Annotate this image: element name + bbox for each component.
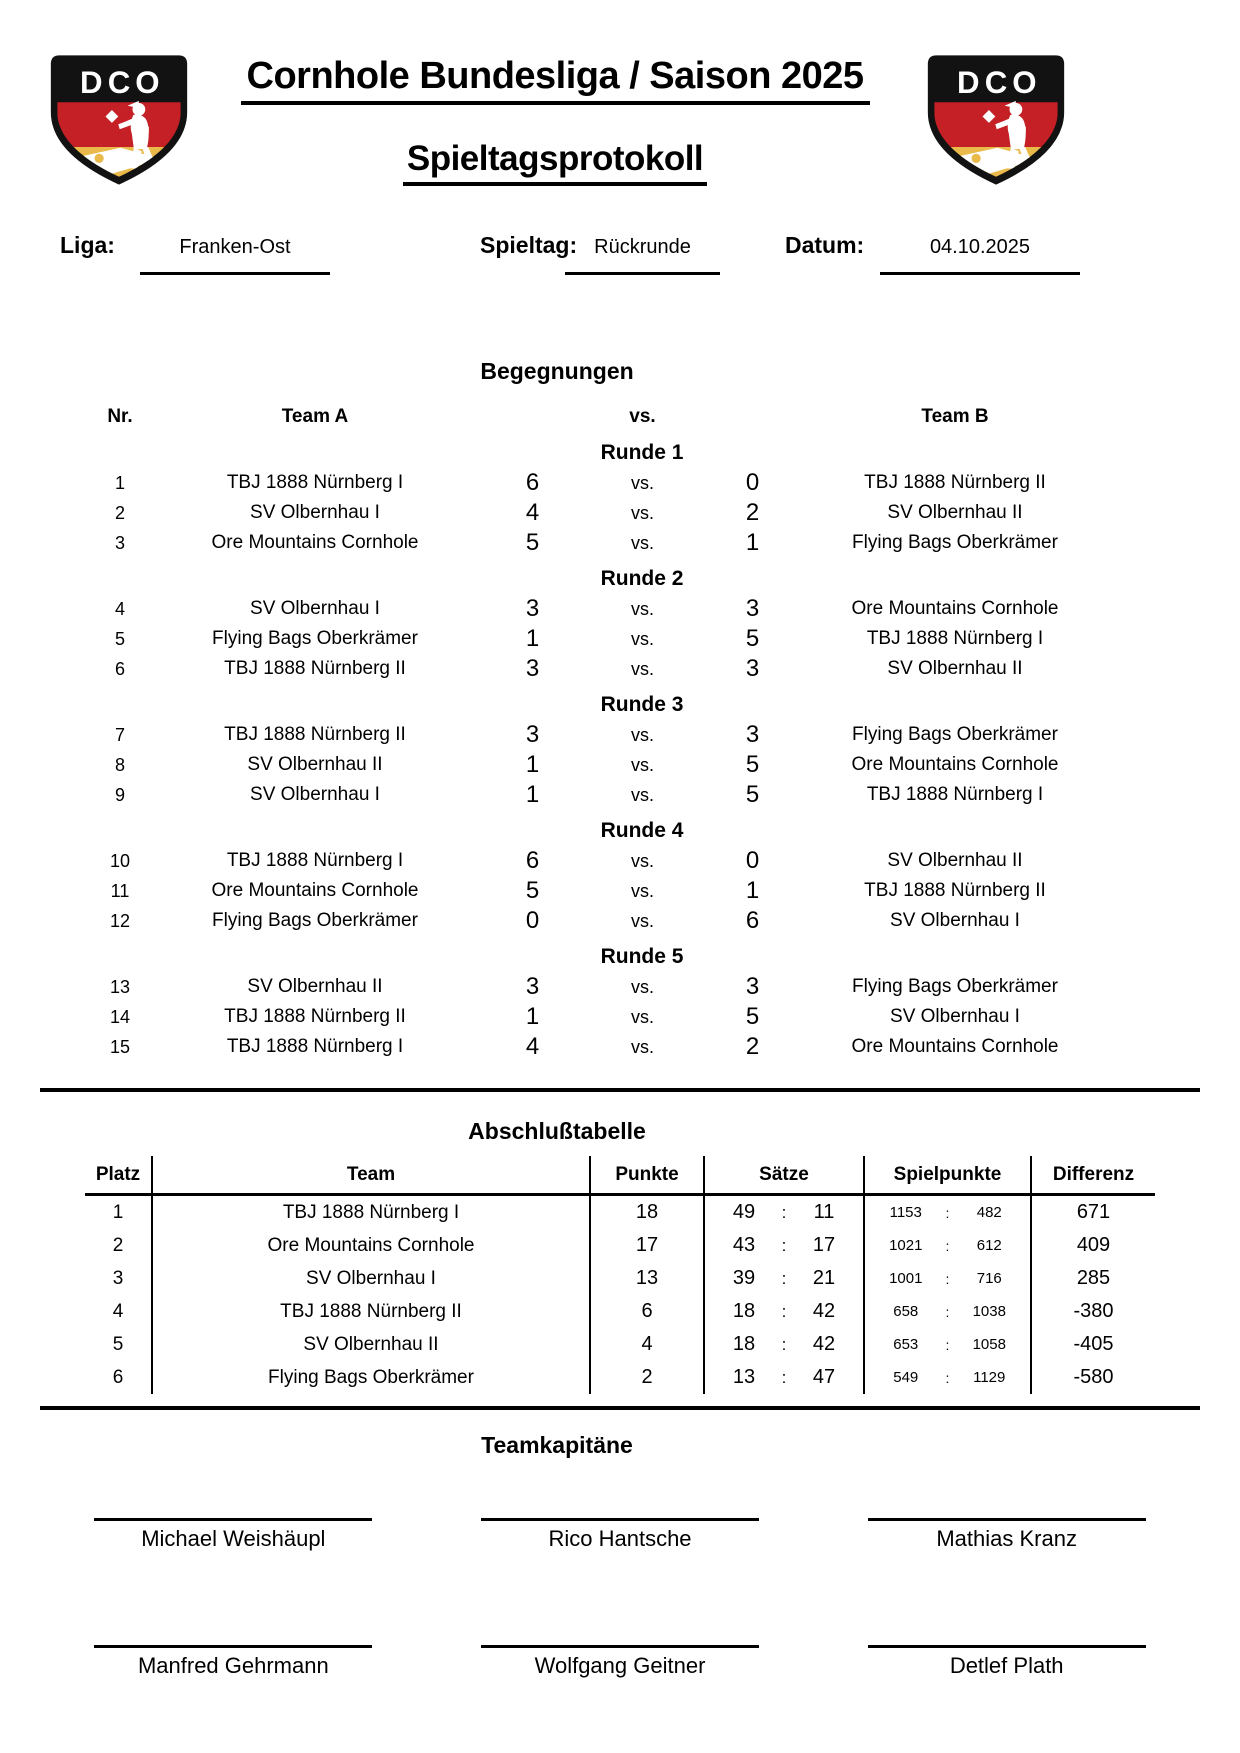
match-vs-label: vs. [630, 724, 654, 745]
captain-name: Wolfgang Geitner [534, 1653, 706, 1678]
spielpunkte-lost: 1129 [973, 1369, 1006, 1386]
match-nr: 10 [109, 850, 131, 871]
table-header-platz: Platz [85, 1156, 153, 1196]
signature-line [481, 1518, 759, 1521]
saetze-won: 39 [732, 1267, 756, 1289]
colon-separator: : [781, 1235, 787, 1255]
standing-platz: 6 [85, 1361, 153, 1394]
round-header: Runde 3 [600, 693, 684, 716]
spielpunkte-won: 549 [893, 1369, 919, 1386]
match-nr: 13 [109, 976, 131, 997]
match-score-a: 3 [525, 973, 540, 1000]
spielpunkte-won: 1153 [889, 1204, 922, 1221]
match-score-b: 5 [745, 781, 760, 808]
captain-name: Rico Hantsche [548, 1526, 692, 1551]
column-header-team-b: Team B [921, 406, 989, 427]
match-vs-label: vs. [630, 502, 654, 523]
standing-platz: 5 [85, 1328, 153, 1361]
standing-punkte: 13 [591, 1262, 705, 1295]
standing-differenz: -405 [1073, 1333, 1114, 1355]
match-team-b: Flying Bags Oberkrämer [852, 976, 1058, 997]
match-vs-label: vs. [630, 976, 654, 997]
signature-line [481, 1645, 759, 1648]
match-score-a: 5 [525, 529, 540, 556]
match-team-b: SV Olbernhau I [890, 1006, 1020, 1027]
spielpunkte-won: 1001 [889, 1270, 923, 1287]
match-score-a: 6 [525, 847, 540, 874]
section-divider [40, 1088, 1200, 1092]
match-score-a: 0 [525, 907, 540, 934]
meta-row [0, 230, 1240, 290]
match-team-a: Ore Mountains Cornhole [211, 532, 419, 553]
colon-separator: : [945, 1237, 950, 1254]
standing-team: TBJ 1888 Nürnberg I [153, 1196, 591, 1229]
standing-team: Flying Bags Oberkrämer [153, 1361, 591, 1394]
colon-separator: : [781, 1301, 787, 1321]
signature-field [813, 1518, 1200, 1552]
saetze-lost: 17 [812, 1234, 836, 1256]
table-header-team: Team [153, 1156, 591, 1196]
match-score-a: 1 [525, 751, 540, 778]
match-nr: 11 [110, 880, 130, 901]
standing-platz: 1 [85, 1196, 153, 1229]
match-team-a: TBJ 1888 Nürnberg II [224, 658, 406, 679]
match-team-b: Flying Bags Oberkrämer [852, 724, 1058, 745]
standing-saetze [705, 1196, 865, 1229]
standing-punkte: 18 [591, 1196, 705, 1229]
signature-row [40, 1645, 1200, 1679]
match-team-b: TBJ 1888 Nürnberg II [864, 880, 1046, 901]
standing-platz: 4 [85, 1295, 153, 1328]
saetze-won: 49 [732, 1201, 756, 1223]
standing-team: Ore Mountains Cornhole [153, 1229, 591, 1262]
colon-separator: : [781, 1367, 787, 1387]
match-nr: 12 [109, 910, 131, 931]
match-team-b: Ore Mountains Cornhole [851, 598, 1059, 619]
signature-line [94, 1645, 372, 1648]
spielpunkte-won: 1021 [889, 1237, 923, 1254]
match-team-a: Flying Bags Oberkrämer [212, 628, 418, 649]
spieltag-label: Spieltag: [480, 232, 578, 258]
match-team-a: SV Olbernhau I [250, 598, 380, 619]
match-nr: 8 [114, 754, 125, 775]
match-team-b: Ore Mountains Cornhole [851, 754, 1059, 775]
match-score-a: 6 [525, 469, 540, 496]
standing-saetze [705, 1229, 865, 1262]
saetze-lost: 47 [812, 1366, 836, 1388]
colon-separator: : [945, 1204, 950, 1221]
colon-separator: : [781, 1268, 787, 1288]
match-nr: 15 [109, 1036, 131, 1057]
match-score-a: 1 [525, 625, 540, 652]
column-header-vs: vs. [629, 406, 656, 427]
match-team-a: SV Olbernhau II [247, 754, 383, 775]
begegnungen-heading: Begegnungen [480, 358, 634, 384]
table-header-saetze: Sätze [705, 1156, 865, 1196]
match-score-a: 3 [525, 655, 540, 682]
colon-separator: : [781, 1202, 787, 1222]
match-nr: 2 [114, 502, 125, 523]
match-vs-label: vs. [630, 754, 654, 775]
colon-separator: : [945, 1336, 950, 1353]
match-score-b: 1 [745, 877, 760, 904]
spielpunkte-lost: 612 [976, 1237, 1002, 1254]
match-score-a: 1 [525, 781, 540, 808]
match-team-a: TBJ 1888 Nürnberg I [226, 472, 404, 493]
saetze-won: 43 [732, 1234, 756, 1256]
match-team-a: SV Olbernhau II [247, 976, 383, 997]
match-vs-label: vs. [630, 472, 654, 493]
captain-name: Mathias Kranz [936, 1526, 1077, 1551]
match-nr: 3 [114, 532, 125, 553]
round-header: Runde 4 [600, 819, 684, 842]
match-score-b: 1 [745, 529, 760, 556]
spielpunkte-lost: 716 [976, 1270, 1002, 1287]
standing-saetze [705, 1328, 865, 1361]
section-divider [40, 1406, 1200, 1410]
captain-name: Michael Weishäupl [141, 1526, 326, 1551]
standing-spielpunkte [865, 1196, 1032, 1229]
match-team-b: Ore Mountains Cornhole [851, 1036, 1059, 1057]
match-score-b: 0 [745, 469, 760, 496]
match-nr: 9 [114, 784, 125, 805]
match-team-b: TBJ 1888 Nürnberg I [866, 628, 1044, 649]
saetze-won: 13 [732, 1366, 756, 1388]
standing-differenz: 671 [1076, 1201, 1111, 1223]
standing-platz: 2 [85, 1229, 153, 1262]
match-team-b: SV Olbernhau II [887, 502, 1023, 523]
standing-spielpunkte [865, 1262, 1032, 1295]
match-score-b: 3 [745, 655, 760, 682]
match-score-a: 5 [525, 877, 540, 904]
standing-saetze [705, 1361, 865, 1394]
standing-saetze [705, 1295, 865, 1328]
match-team-b: SV Olbernhau II [887, 850, 1023, 871]
table-header-differenz: Differenz [1032, 1156, 1155, 1196]
match-vs-label: vs. [630, 532, 654, 553]
table-header-spielpunkte: Spielpunkte [865, 1156, 1032, 1196]
captain-name: Detlef Plath [949, 1653, 1064, 1678]
column-header-nr: Nr. [107, 406, 133, 427]
standing-spielpunkte [865, 1328, 1032, 1361]
match-vs-label: vs. [630, 1006, 654, 1027]
standing-differenz: -580 [1073, 1366, 1114, 1388]
saetze-won: 18 [732, 1300, 756, 1322]
match-team-a: SV Olbernhau I [250, 502, 380, 523]
match-team-b: SV Olbernhau II [887, 658, 1023, 679]
spielpunkte-won: 658 [893, 1303, 919, 1320]
spielpunkte-lost: 1058 [972, 1336, 1006, 1353]
standing-differenz: 285 [1076, 1267, 1111, 1289]
match-team-a: SV Olbernhau I [250, 784, 380, 805]
standing-spielpunkte [865, 1295, 1032, 1328]
match-team-a: TBJ 1888 Nürnberg I [226, 850, 404, 871]
saetze-lost: 42 [812, 1333, 836, 1355]
signature-field [427, 1518, 814, 1552]
column-header-spacer [460, 402, 605, 432]
signature-row [40, 1518, 1200, 1552]
match-vs-label: vs. [630, 658, 654, 679]
signature-field [813, 1645, 1200, 1679]
match-score-a: 1 [525, 1003, 540, 1030]
standing-team: TBJ 1888 Nürnberg II [153, 1295, 591, 1328]
datum-value: 04.10.2025 [880, 236, 1080, 275]
document-subtitle: Spieltagsprotokoll [403, 139, 707, 186]
match-team-b: SV Olbernhau I [890, 910, 1020, 931]
match-score-a: 3 [525, 721, 540, 748]
saetze-won: 18 [732, 1333, 756, 1355]
standing-punkte: 2 [591, 1361, 705, 1394]
match-vs-label: vs. [630, 1036, 654, 1057]
liga-value: Franken-Ost [140, 236, 330, 275]
title-block [0, 55, 1110, 186]
spielpunkte-lost: 482 [976, 1204, 1002, 1221]
signature-field [40, 1518, 427, 1552]
match-team-a: TBJ 1888 Nürnberg I [226, 1036, 404, 1057]
standings-table [85, 1156, 1155, 1394]
match-score-b: 2 [745, 1033, 760, 1060]
standing-spielpunkte [865, 1361, 1032, 1394]
match-score-b: 5 [745, 1003, 760, 1030]
standing-spielpunkte [865, 1229, 1032, 1262]
round-header: Runde 1 [600, 441, 684, 464]
datum-label: Datum: [785, 232, 865, 258]
document-title: Cornhole Bundesliga / Saison 2025 [241, 55, 870, 105]
standing-differenz: -380 [1073, 1300, 1114, 1322]
match-score-a: 4 [525, 1033, 540, 1060]
match-nr: 6 [114, 658, 125, 679]
saetze-lost: 21 [812, 1267, 836, 1289]
spielpunkte-won: 653 [893, 1336, 919, 1353]
match-vs-label: vs. [630, 850, 654, 871]
standing-punkte: 17 [591, 1229, 705, 1262]
match-team-a: Ore Mountains Cornhole [211, 880, 419, 901]
colon-separator: : [945, 1303, 950, 1320]
kapitaene-heading: Teamkapitäne [481, 1432, 633, 1458]
captain-name: Manfred Gehrmann [137, 1653, 329, 1678]
colon-separator: : [945, 1270, 950, 1287]
signature-line [868, 1645, 1146, 1648]
match-vs-label: vs. [630, 910, 654, 931]
column-header-spacer [680, 402, 825, 432]
match-score-b: 5 [745, 751, 760, 778]
colon-separator: : [781, 1334, 787, 1354]
match-vs-label: vs. [630, 598, 654, 619]
match-nr: 4 [114, 598, 125, 619]
match-score-b: 2 [745, 499, 760, 526]
match-team-a: TBJ 1888 Nürnberg II [224, 724, 406, 745]
standing-differenz: 409 [1076, 1234, 1111, 1256]
match-team-b: TBJ 1888 Nürnberg II [864, 472, 1046, 493]
match-team-a: TBJ 1888 Nürnberg II [224, 1006, 406, 1027]
match-nr: 7 [114, 724, 125, 745]
saetze-lost: 11 [813, 1201, 835, 1223]
match-vs-label: vs. [630, 628, 654, 649]
match-vs-label: vs. [630, 784, 654, 805]
match-score-b: 5 [745, 625, 760, 652]
standing-team: SV Olbernhau II [153, 1328, 591, 1361]
spielpunkte-lost: 1038 [972, 1303, 1006, 1320]
match-score-b: 6 [745, 907, 760, 934]
match-list [70, 402, 1085, 1062]
match-score-a: 3 [525, 595, 540, 622]
match-score-b: 3 [745, 973, 760, 1000]
column-header-team-a: Team A [281, 406, 349, 427]
round-header: Runde 2 [600, 567, 684, 590]
saetze-lost: 42 [812, 1300, 836, 1322]
liga-label: Liga: [60, 232, 115, 258]
table-header-punkte: Punkte [591, 1156, 705, 1196]
signature-field [427, 1645, 814, 1679]
match-score-a: 4 [525, 499, 540, 526]
signature-line [868, 1518, 1146, 1521]
standing-saetze [705, 1262, 865, 1295]
match-vs-label: vs. [630, 880, 654, 901]
tabelle-heading: Abschlußtabelle [468, 1118, 646, 1144]
standing-team: SV Olbernhau I [153, 1262, 591, 1295]
match-team-a: Flying Bags Oberkrämer [212, 910, 418, 931]
match-team-b: TBJ 1888 Nürnberg I [866, 784, 1044, 805]
signature-field [40, 1645, 427, 1679]
round-header: Runde 5 [600, 945, 684, 968]
standing-punkte: 4 [591, 1328, 705, 1361]
spieltag-value: Rückrunde [565, 236, 720, 275]
match-team-b: Flying Bags Oberkrämer [852, 532, 1058, 553]
match-nr: 14 [109, 1006, 131, 1027]
signature-line [94, 1518, 372, 1521]
match-score-b: 3 [745, 721, 760, 748]
colon-separator: : [945, 1369, 950, 1386]
match-nr: 1 [114, 472, 125, 493]
match-score-b: 0 [745, 847, 760, 874]
match-score-b: 3 [745, 595, 760, 622]
standing-punkte: 6 [591, 1295, 705, 1328]
match-nr: 5 [114, 628, 125, 649]
standing-platz: 3 [85, 1262, 153, 1295]
